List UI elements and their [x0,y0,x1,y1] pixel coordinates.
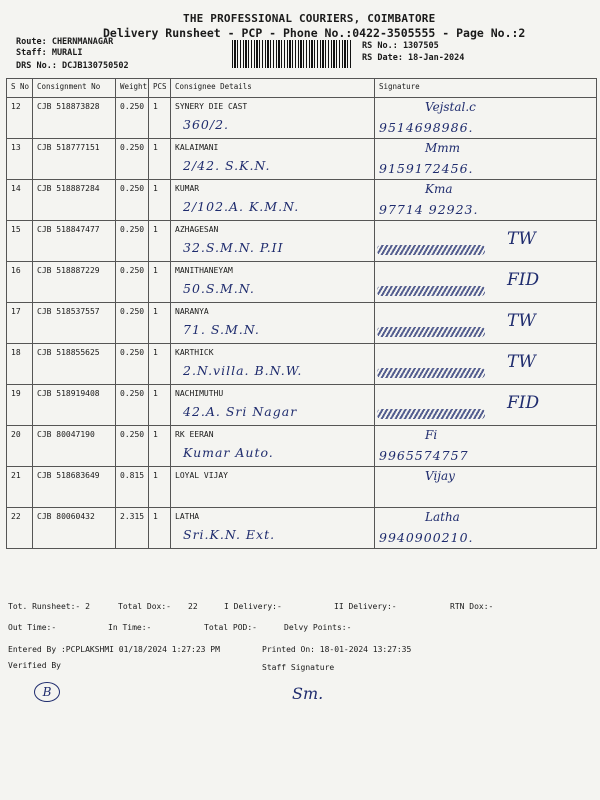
company-title: THE PROFESSIONAL COURIERS, COIMBATORE [183,12,436,25]
row-consignee-address: 42.A. Sri Nagar [183,404,298,419]
staff-label: Staff: MURALI [16,48,83,58]
row-consignee-name: AZHAGESAN [175,225,219,234]
struck-phone-scribble [377,286,485,296]
row-consignee-address: 32.S.M.N. P.II [183,240,284,255]
row-signature: Kma [425,182,453,196]
row-phone: 9940900210. [379,530,474,545]
col-pcs: PCS [149,79,171,98]
staff-signature-label: Staff Signature [262,663,335,672]
row-sno: 21 [11,471,21,480]
table-row [7,426,597,467]
table-header-row [7,79,597,98]
row-consignee-name: KARTHICK [175,348,214,357]
col-sno: S No [7,79,33,98]
printed-on: Printed On: 18-01-2024 13:27:35 [262,645,412,654]
in-time: In Time:- [108,623,152,632]
row-signature: FID [507,393,540,413]
row-pcs: 1 [153,389,158,398]
row-consignment-no: CJB 518777151 [37,143,100,152]
row-sno: 22 [11,512,21,521]
row-consignment-no: CJB 518873828 [37,102,100,111]
total-pod: Total POD:- [204,623,257,632]
row-consignment-no: CJB 518887284 [37,184,100,193]
col-consignee: Consignee Details [171,79,375,98]
row-signature: FID [507,270,540,290]
struck-phone-scribble [377,245,485,255]
row-weight: 0.250 [120,143,145,152]
rs-number: RS No.: 1307505 [362,41,439,51]
row-consignment-no: CJB 80047190 [37,430,95,439]
row-weight: 0.815 [120,471,145,480]
row-pcs: 1 [153,307,158,316]
row-consignment-no: CJB 518847477 [37,225,100,234]
row-consignee-name: KUMAR [175,184,200,193]
row-consignment-no: CJB 518855625 [37,348,100,357]
row-sno: 20 [11,430,21,439]
table-row [7,139,597,180]
row-phone: 97714 92923. [379,202,479,217]
rtn-dox: RTN Dox:- [450,602,494,611]
total-dox-label: Total Dox:- [118,602,171,611]
row-pcs: 1 [153,430,158,439]
row-phone: 9159172456. [379,161,474,176]
row-signature: TW [507,352,536,372]
row-weight: 2.315 [120,512,145,521]
row-phone: 9965574757 [379,448,469,463]
row-sno: 15 [11,225,21,234]
row-signature: Mmm [425,141,461,155]
row-consignee-address: 2.N.villa. B.N.W. [183,363,303,378]
row-sno: 16 [11,266,21,275]
delvy-points: Delvy Points:- [284,623,352,632]
row-weight: 0.250 [120,348,145,357]
verified-by: Verified By [8,661,61,670]
barcode-image [232,40,352,68]
row-sno: 14 [11,184,21,193]
row-consignee-address: 71. S.M.N. [183,322,260,337]
table-row [7,221,597,262]
row-sno: 19 [11,389,21,398]
row-signature: TW [507,229,536,249]
row-consignee-address: Sri.K.N. Ext. [183,527,276,542]
row-weight: 0.250 [120,430,145,439]
row-consignee-address: Kumar Auto. [183,445,274,460]
col-weight: Weight [116,79,149,98]
total-dox-value: 22 [188,602,198,611]
row-consignee-address: 50.S.M.N. [183,281,255,296]
row-consignee-name: LOYAL VIJAY [175,471,228,480]
row-signature: Vejstal.c [425,100,476,114]
table-row [7,262,597,303]
drs-number: DRS No.: DCJB130750502 [16,61,129,71]
row-pcs: 1 [153,471,158,480]
route-label: Route: CHERNMANAGAR [16,37,114,47]
row-consignment-no: CJB 518887229 [37,266,100,275]
row-pcs: 1 [153,512,158,521]
ii-delivery: II Delivery:- [334,602,397,611]
row-pcs: 1 [153,102,158,111]
col-signature: Signature [375,79,597,98]
row-signature: Fi [425,428,438,442]
row-pcs: 1 [153,348,158,357]
row-consignment-no: CJB 518919408 [37,389,100,398]
row-weight: 0.250 [120,225,145,234]
row-sno: 17 [11,307,21,316]
row-consignment-no: CJB 518537557 [37,307,100,316]
table-row [7,467,597,508]
row-pcs: 1 [153,225,158,234]
tot-runsheet: Tot. Runsheet:- 2 [8,602,90,611]
row-pcs: 1 [153,143,158,152]
runsheet-title: Delivery Runsheet - PCP - Phone No.:0422-3505555 - Page No.:2 [103,26,526,40]
struck-phone-scribble [377,409,485,419]
row-weight: 0.250 [120,307,145,316]
row-consignee-name: SYNERY DIE CAST [175,102,248,111]
row-consignee-name: NACHIMUTHU [175,389,224,398]
row-consignee-address: 360/2. [183,117,229,132]
row-signature: Vijay [425,469,455,483]
row-signature: Latha [425,510,460,524]
table-row [7,508,597,549]
row-sno: 18 [11,348,21,357]
row-pcs: 1 [153,184,158,193]
rs-date: RS Date: 18-Jan-2024 [362,53,465,63]
row-consignment-no: CJB 518683649 [37,471,100,480]
row-consignee-name: MANITHANEYAM [175,266,233,275]
i-delivery: I Delivery:- [224,602,282,611]
row-signature: TW [507,311,536,331]
out-time: Out Time:- [8,623,57,632]
table-row [7,303,597,344]
verified-stamp: B [34,682,60,702]
row-consignee-address: 2/102.A. K.M.N. [183,199,300,214]
row-consignment-no: CJB 80060432 [37,512,95,521]
row-consignee-name: NARANYA [175,307,209,316]
row-pcs: 1 [153,266,158,275]
table-row [7,98,597,139]
row-weight: 0.250 [120,184,145,193]
row-consignee-name: LATHA [175,512,200,521]
delivery-table [6,78,597,549]
table-row [7,180,597,221]
row-sno: 13 [11,143,21,152]
staff-signature-mark: Sm. [292,684,324,703]
table-row [7,385,597,426]
row-consignee-name: RK EERAN [175,430,214,439]
row-weight: 0.250 [120,102,145,111]
struck-phone-scribble [377,327,485,337]
table-row [7,344,597,385]
row-sno: 12 [11,102,21,111]
col-consignment: Consignment No [33,79,116,98]
row-weight: 0.250 [120,389,145,398]
entered-by: Entered By :PCPLAKSHMI 01/18/2024 1:27:23 PM [8,645,220,654]
struck-phone-scribble [377,368,485,378]
row-consignee-address: 2/42. S.K.N. [183,158,271,173]
row-phone: 9514698986. [379,120,474,135]
row-consignee-name: KALAIMANI [175,143,219,152]
row-weight: 0.250 [120,266,145,275]
